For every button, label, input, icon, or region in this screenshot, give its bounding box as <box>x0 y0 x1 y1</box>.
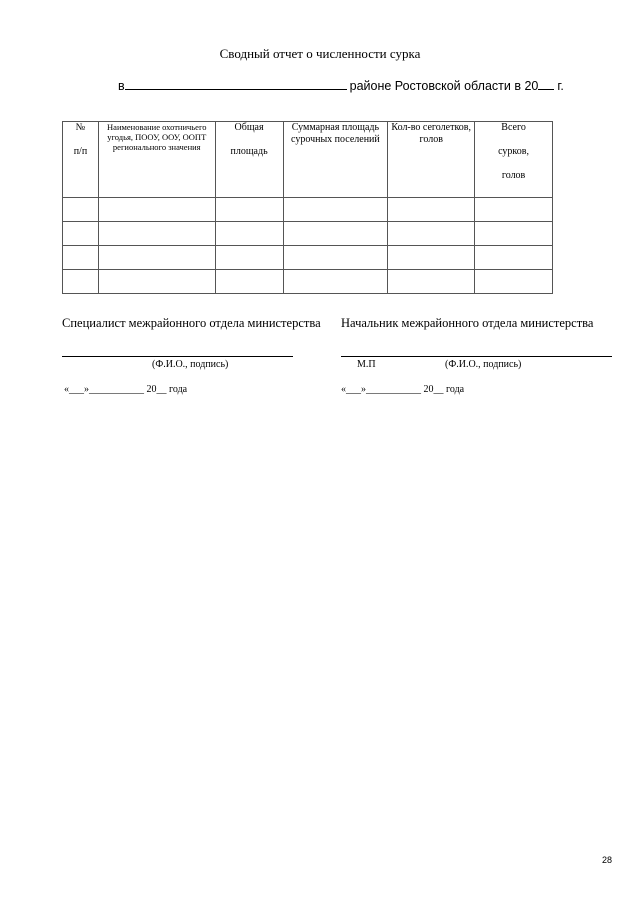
year-blank <box>538 78 554 90</box>
header-settlement-area: Суммарная площадь сурочных поселений <box>283 122 388 198</box>
document-subtitle <box>118 78 564 93</box>
table-cell <box>388 246 475 270</box>
table-cell <box>475 198 553 222</box>
table-row <box>63 198 553 222</box>
table-cell <box>283 246 388 270</box>
table-cell <box>215 198 283 222</box>
table-cell <box>98 198 215 222</box>
header-total-marmots: Всего сурков, голов <box>475 122 553 198</box>
district-blank <box>125 78 347 90</box>
table-header-row <box>63 122 553 198</box>
table-cell <box>98 222 215 246</box>
left-date: «___»___________ 20__ года <box>64 384 188 395</box>
left-signature-line <box>62 356 293 357</box>
header-total-area: Общая площадь <box>215 122 283 198</box>
table-cell <box>388 198 475 222</box>
table-row <box>63 270 553 294</box>
table-cell <box>215 270 283 294</box>
right-signature-line <box>341 356 612 357</box>
table-cell <box>475 270 553 294</box>
left-signature-caption: (Ф.И.О., подпись) <box>152 359 229 370</box>
right-signatory-title: Начальник межрайонного отдела министерства <box>341 316 594 330</box>
table-cell <box>283 222 388 246</box>
page-number: 28 <box>601 855 612 865</box>
table-cell <box>63 198 99 222</box>
header-hunting-ground: Наименование охотничьего угодья, ПООУ, ООУ, ООПТ регионального значения <box>98 122 215 198</box>
table-cell <box>63 246 99 270</box>
report-table <box>62 121 553 294</box>
table-cell <box>475 222 553 246</box>
stamp-label: М.П <box>357 359 376 370</box>
right-date: «___»___________ 20__ года <box>341 384 465 395</box>
table-cell <box>98 246 215 270</box>
table-cell <box>63 270 99 294</box>
subtitle-suffix: г. <box>557 79 564 93</box>
table-row <box>63 222 553 246</box>
header-yearlings-count: Кол-во сеголетков, голов <box>388 122 475 198</box>
table-cell <box>283 198 388 222</box>
table-cell <box>215 222 283 246</box>
table-cell <box>98 270 215 294</box>
table-cell <box>388 270 475 294</box>
table-cell <box>283 270 388 294</box>
table-cell <box>388 222 475 246</box>
subtitle-prefix: в <box>118 79 125 93</box>
table-cell <box>215 246 283 270</box>
table-cell <box>63 222 99 246</box>
table-row <box>63 246 553 270</box>
subtitle-middle: районе Ростовской области в 20 <box>349 79 539 93</box>
header-number: № п/п <box>63 122 99 198</box>
left-signatory-title: Специалист межрайонного отдела министерства <box>62 316 321 330</box>
right-signature-caption: (Ф.И.О., подпись) <box>445 359 522 370</box>
document-title: Сводный отчет о численности сурка <box>219 46 421 61</box>
table-cell <box>475 246 553 270</box>
